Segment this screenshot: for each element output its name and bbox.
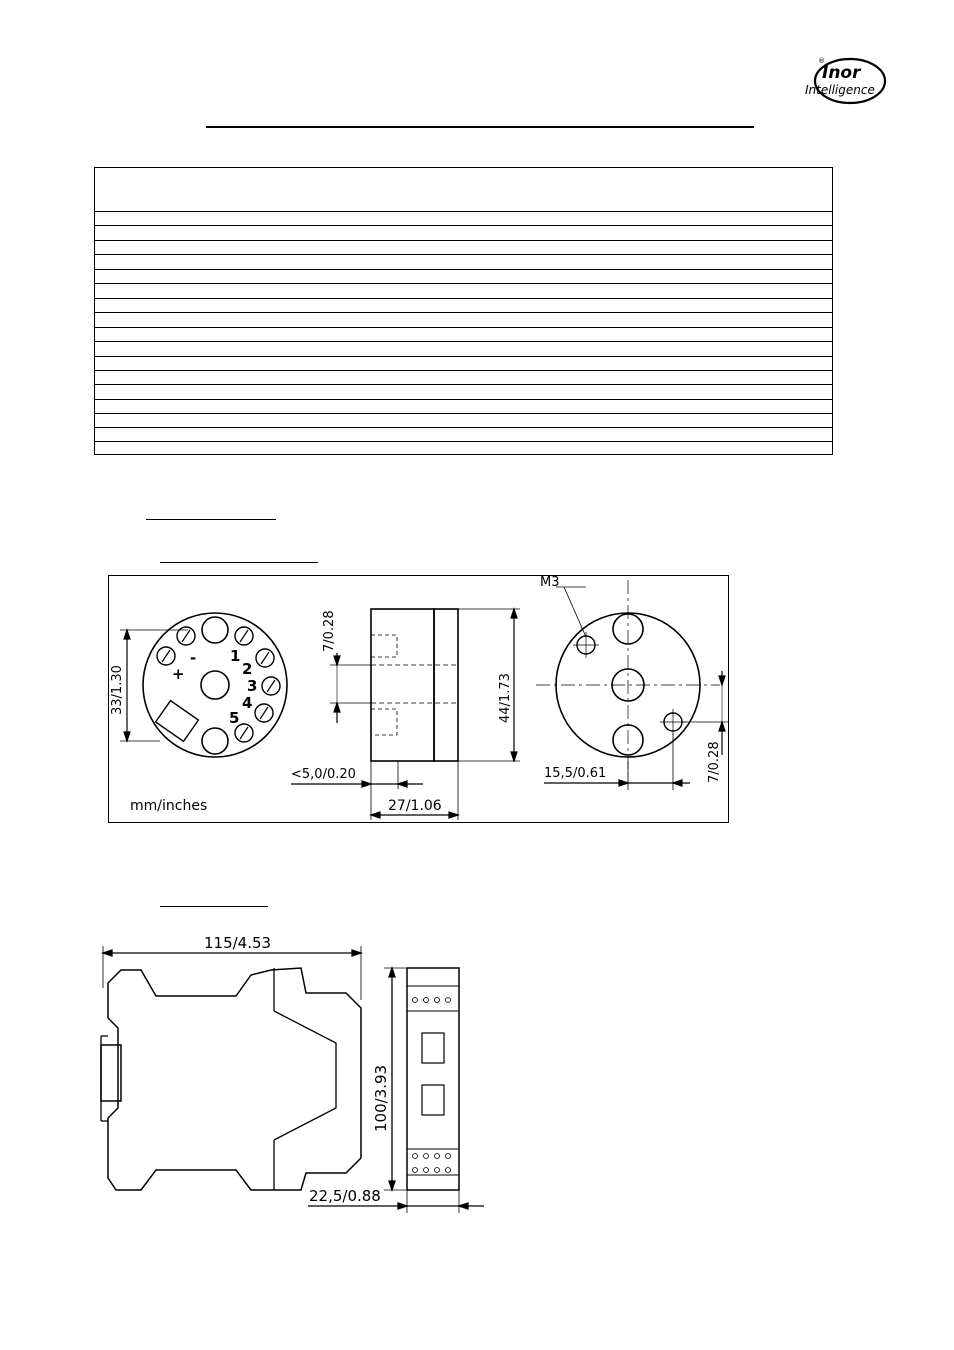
terminal-3-label: 3 xyxy=(247,677,258,695)
table-row xyxy=(95,327,832,328)
dim-hole-spacing: 15,5/0.61 xyxy=(544,766,607,781)
dim-height: 100/3.93 xyxy=(372,1064,390,1132)
plus-terminal-label: + xyxy=(172,665,185,683)
dim-depth-small: <5,0/0.20 xyxy=(291,767,356,782)
table-row xyxy=(95,225,832,226)
title-underline xyxy=(206,126,754,128)
rail-mount-drawing xyxy=(96,928,486,1218)
section-heading-underline xyxy=(146,519,276,520)
dim-offset-side: 7/0.28 xyxy=(707,741,722,783)
logo-tagline: Intelligence xyxy=(805,83,875,97)
subsection-heading-underline xyxy=(160,562,318,563)
terminal-1-label: 1 xyxy=(230,647,241,665)
unit-note: mm/inches xyxy=(130,798,208,814)
table-row xyxy=(95,240,832,241)
subsection-heading-underline xyxy=(160,906,268,907)
table-row xyxy=(95,441,832,442)
logo-brand: Inor xyxy=(822,63,861,83)
table-row xyxy=(95,356,832,357)
table-row xyxy=(95,312,832,313)
table-header-row xyxy=(95,168,832,212)
dim-height: 44/1.73 xyxy=(498,673,513,723)
dim-width: 22,5/0.88 xyxy=(309,1187,381,1205)
table-row xyxy=(95,413,832,414)
dim-depth: 27/1.06 xyxy=(388,798,442,814)
table-row xyxy=(95,370,832,371)
table-row xyxy=(95,427,832,428)
dim-length: 115/4.53 xyxy=(204,934,272,952)
inor-logo xyxy=(800,54,890,110)
table-row xyxy=(95,384,832,385)
terminal-4-label: 4 xyxy=(242,694,253,712)
table-row xyxy=(95,283,832,284)
minus-terminal-label: - xyxy=(190,649,197,667)
specification-table xyxy=(94,167,833,455)
table-row xyxy=(95,399,832,400)
terminal-5-label: 5 xyxy=(229,709,240,727)
logo-registered: ® xyxy=(818,57,825,65)
dim-diameter: 33/1.30 xyxy=(110,665,125,715)
table-row xyxy=(95,269,832,270)
table-row xyxy=(95,298,832,299)
dim-offset-top: 7/0.28 xyxy=(322,610,337,652)
dim-screw: M3 xyxy=(540,575,560,590)
table-row xyxy=(95,341,832,342)
terminal-2-label: 2 xyxy=(242,660,253,678)
table-row xyxy=(95,254,832,255)
head-mount-drawing xyxy=(108,575,729,823)
